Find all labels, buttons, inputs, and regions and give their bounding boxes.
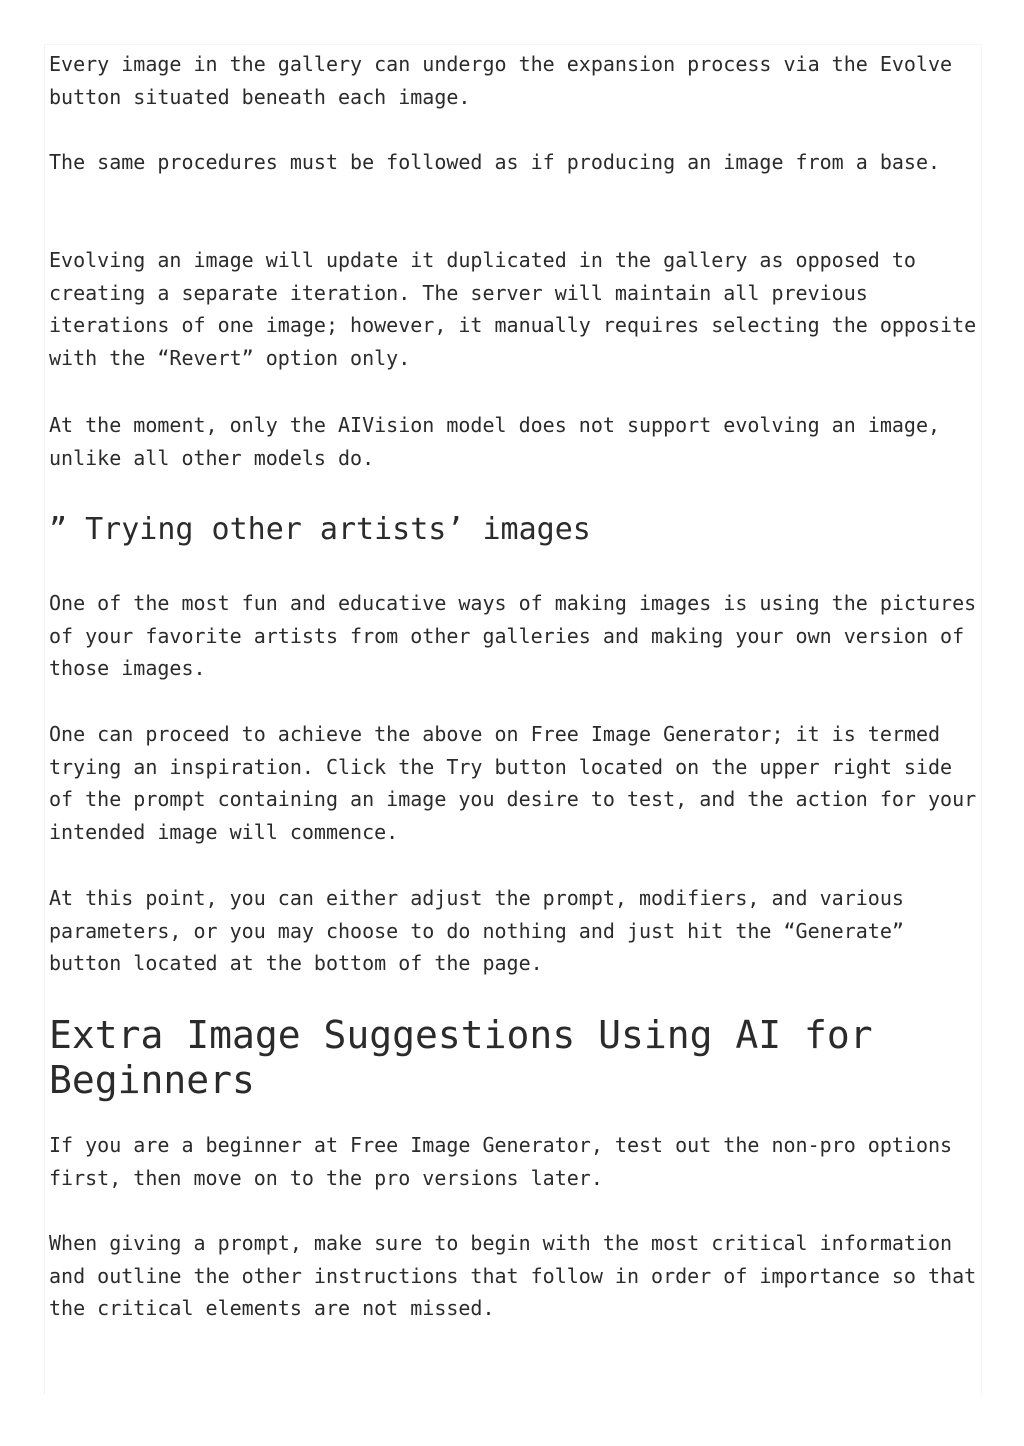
paragraph-beginner-tip: If you are a beginner at Free Image Generator, test out the non-pro options first, then move on to the pro versions later.: [49, 1133, 953, 1190]
paragraph-adjust-prompt: At this point, you can either adjust the prompt, modifiers, and various parameters, or you may choose to do nothing and just hit the “Generate” button located at the bottom of the page.: [49, 886, 904, 975]
paragraph-fun-educative: One of the most fun and educative ways of making images is using the pictures of your favorite artists from other galleries and making your own version of those images.: [49, 591, 977, 680]
heading-trying-other-artists: ” Trying other artists’ images: [49, 512, 591, 547]
paragraph-same-procedures: The same procedures must be followed as if producing an image from a base.: [49, 150, 941, 174]
paragraph-try-inspiration: One can proceed to achieve the above on Free Image Generator; it is termed trying an inspiration. Click the Try button located on the upper right side of the prompt containing an image you desire to test, and the action for your intended image will commence.: [49, 722, 977, 844]
paragraph-prompt-order-tip: When giving a prompt, make sure to begin with the most critical information and outline the other instructions that follow in order of importance so that the critical elements are not missed.: [49, 1231, 977, 1320]
heading-extra-suggestions: Extra Image Suggestions Using AI for Beginners: [49, 1013, 873, 1102]
paragraph-aivision-note: At the moment, only the AIVision model does not support evolving an image, unlike all other models do.: [49, 413, 941, 470]
article-page: [44, 44, 982, 1395]
paragraph-evolve-button: Every image in the gallery can undergo the expansion process via the Evolve button situated beneath each image.: [49, 52, 953, 109]
paragraph-evolving-updates: Evolving an image will update it duplicated in the gallery as opposed to creating a separate iteration. The server will maintain all previous iterations of one image; however, it manually requires selecting the opposite with the “Revert” option only.: [49, 248, 977, 370]
